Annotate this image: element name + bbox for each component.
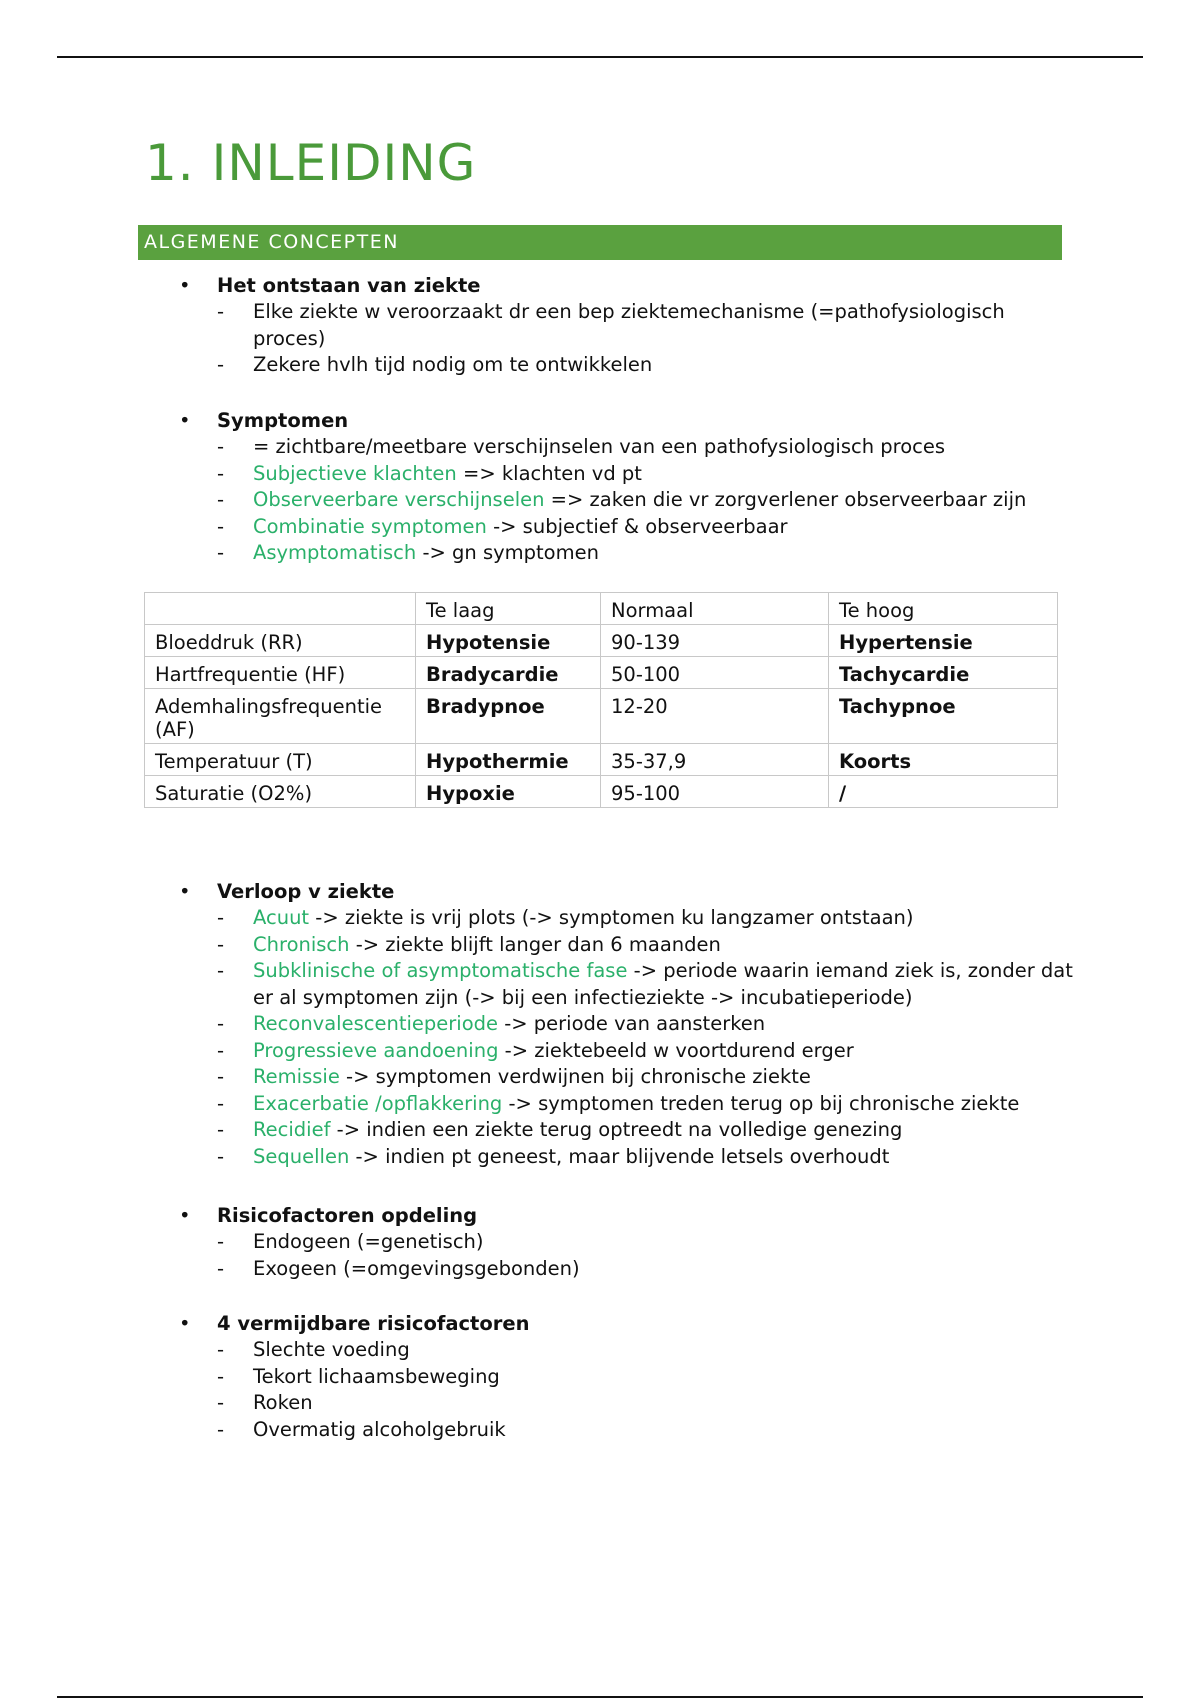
table-header-cell: Normaal	[601, 593, 829, 625]
dash-icon: -	[217, 1144, 225, 1168]
list-item: - Exacerbatie /opflakkering -> symptomen treden terug op bij chronische ziekte	[175, 1091, 1075, 1118]
list-item: - Recidief -> indien een ziekte terug optreedt na volledige genezing	[175, 1117, 1075, 1144]
bullet-icon: •	[179, 409, 191, 432]
section-verloop	[175, 879, 1075, 1170]
term: Progressieve aandoening	[253, 1038, 499, 1062]
dash-list	[175, 905, 1075, 1170]
list-item: - Overmatig alcoholgebruik	[175, 1417, 1075, 1444]
bullet-heading: • Symptomen	[179, 409, 349, 432]
list-item: - Remissie -> symptomen verdwijnen bij chronische ziekte	[175, 1064, 1075, 1091]
list-item: - Subklinische of asymptomatische fase -> periode waarin iemand ziek is, zonder dat er al symptomen zijn (-> bij een infectieziekte -> incubatieperiode)	[217, 959, 1073, 1009]
table-cell: Hypertensie	[829, 625, 1058, 657]
dash-icon: -	[217, 1364, 225, 1388]
dash-icon: -	[217, 435, 225, 458]
table-row	[145, 689, 1058, 744]
term: Exacerbatie /opflakkering	[253, 1091, 503, 1115]
table-cell: 35-37,9	[601, 744, 829, 776]
bullet-icon: •	[179, 880, 191, 903]
table-cell: 95-100	[601, 776, 829, 808]
table-cell: 90-139	[601, 625, 829, 657]
dash-icon: -	[217, 1038, 225, 1062]
table-row	[145, 625, 1058, 657]
bullet-heading: • Verloop v ziekte	[179, 880, 395, 903]
dash-list	[175, 299, 1075, 379]
list-item: - = zichtbare/meetbare verschijnselen van een pathofysiologisch proces	[175, 434, 1075, 461]
list-item: - Asymptomatisch -> gn symptomen	[175, 540, 1075, 567]
table-cell: Ademhalingsfrequentie (AF)	[145, 689, 416, 744]
top-rule	[57, 56, 1143, 58]
dash-icon: -	[217, 1391, 225, 1414]
dash-icon: -	[217, 1230, 225, 1253]
bullet-icon: •	[179, 274, 191, 297]
vital-signs-table	[144, 592, 1058, 808]
bullet-heading: • 4 vermijdbare risicofactoren	[179, 1312, 530, 1335]
list-item: - Tekort lichaamsbeweging	[175, 1364, 1075, 1391]
dash-icon: -	[217, 541, 225, 564]
term: Chronisch	[253, 932, 350, 956]
bullet-heading: • Risicofactoren opdeling	[179, 1204, 478, 1227]
bullet-heading: • Het ontstaan van ziekte	[179, 274, 481, 297]
bullet-icon: •	[179, 1312, 191, 1335]
dash-list	[175, 1229, 1075, 1282]
term: Observeerbare verschijnselen	[253, 488, 545, 511]
term: Recidief	[253, 1118, 331, 1141]
table-header-row	[145, 593, 1058, 625]
dash-icon: -	[217, 1256, 225, 1280]
dash-icon: -	[217, 959, 225, 982]
dash-icon: -	[217, 1338, 225, 1361]
list-item: - Subjectieve klachten => klachten vd pt	[175, 461, 1075, 488]
table-cell: 12-20	[601, 689, 829, 744]
list-item: - Endogeen (=genetisch)	[175, 1229, 1075, 1256]
table-cell: Koorts	[829, 744, 1058, 776]
table-cell: Hypotensie	[416, 625, 601, 657]
page-title: 1. INLEIDING	[145, 134, 477, 192]
term: Subklinische of asymptomatische fase	[253, 959, 628, 982]
table-cell: 50-100	[601, 657, 829, 689]
dash-icon: -	[217, 932, 225, 956]
list-item: - Roken	[175, 1390, 1075, 1417]
list-item: - Slechte voeding	[175, 1337, 1075, 1364]
table-row	[145, 776, 1058, 808]
dash-icon: -	[217, 1065, 225, 1088]
term: Combinatie symptomen	[253, 514, 487, 538]
table-header-cell: Te laag	[416, 593, 601, 625]
table-cell: Bradycardie	[416, 657, 601, 689]
dash-icon: -	[217, 1417, 225, 1441]
term: Reconvalescentieperiode	[253, 1012, 498, 1035]
list-item: - Zekere hvlh tijd nodig om te ontwikkelen	[175, 352, 1075, 379]
list-item: - Acuut -> ziekte is vrij plots (-> symptomen ku langzamer ontstaan)	[175, 905, 1075, 932]
table-row	[145, 657, 1058, 689]
term: Asymptomatisch	[253, 541, 417, 564]
dash-list	[175, 434, 1075, 567]
dash-icon: -	[217, 906, 225, 929]
table-cell: Tachypnoe	[829, 689, 1058, 744]
list-item: - Elke ziekte w veroorzaakt dr een bep ziektemechanisme (=pathofysiologisch proces)	[217, 300, 1005, 350]
table-cell: Temperatuur (T)	[145, 744, 416, 776]
term: Sequellen	[253, 1144, 350, 1168]
section-ontstaan	[175, 273, 1075, 379]
table-cell: Hypothermie	[416, 744, 601, 776]
dash-icon: -	[217, 488, 225, 511]
table-cell: Hypoxie	[416, 776, 601, 808]
table-cell: Hartfrequentie (HF)	[145, 657, 416, 689]
list-item: - Reconvalescentieperiode -> periode van aansterken	[175, 1011, 1075, 1038]
dash-icon: -	[217, 1091, 225, 1115]
section-symptomen	[175, 408, 1075, 567]
dash-icon: -	[217, 1012, 225, 1035]
dash-icon: -	[217, 461, 225, 485]
dash-icon: -	[217, 514, 225, 538]
list-item: - Chronisch -> ziekte blijft langer dan 6 maanden	[175, 932, 1075, 959]
section-banner: ALGEMENE CONCEPTEN	[138, 225, 1062, 260]
table-cell: Bradypnoe	[416, 689, 601, 744]
term: Acuut	[253, 906, 310, 929]
term: Remissie	[253, 1065, 340, 1088]
table-cell: /	[829, 776, 1058, 808]
section-risico	[175, 1203, 1075, 1282]
bullet-icon: •	[179, 1204, 191, 1227]
section-vermijdbaar	[175, 1311, 1075, 1443]
table-row	[145, 744, 1058, 776]
table-cell: Bloeddruk (RR)	[145, 625, 416, 657]
dash-icon: -	[217, 353, 225, 376]
list-item: - Combinatie symptomen -> subjectief & observeerbaar	[175, 514, 1075, 541]
dash-icon: -	[217, 300, 225, 323]
dash-icon: -	[217, 1118, 225, 1141]
table-header-cell	[145, 593, 416, 625]
bottom-rule	[57, 1696, 1143, 1698]
list-item: - Sequellen -> indien pt geneest, maar blijvende letsels overhoudt	[175, 1144, 1075, 1171]
term: Subjectieve klachten	[253, 461, 457, 485]
table-cell: Tachycardie	[829, 657, 1058, 689]
table-header-cell: Te hoog	[829, 593, 1058, 625]
list-item: - Progressieve aandoening -> ziektebeeld w voortdurend erger	[175, 1038, 1075, 1065]
table-cell: Saturatie (O2%)	[145, 776, 416, 808]
list-item: - Exogeen (=omgevingsgebonden)	[175, 1256, 1075, 1283]
list-item: - Observeerbare verschijnselen => zaken die vr zorgverlener observeerbaar zijn	[175, 487, 1075, 514]
dash-list	[175, 1337, 1075, 1443]
